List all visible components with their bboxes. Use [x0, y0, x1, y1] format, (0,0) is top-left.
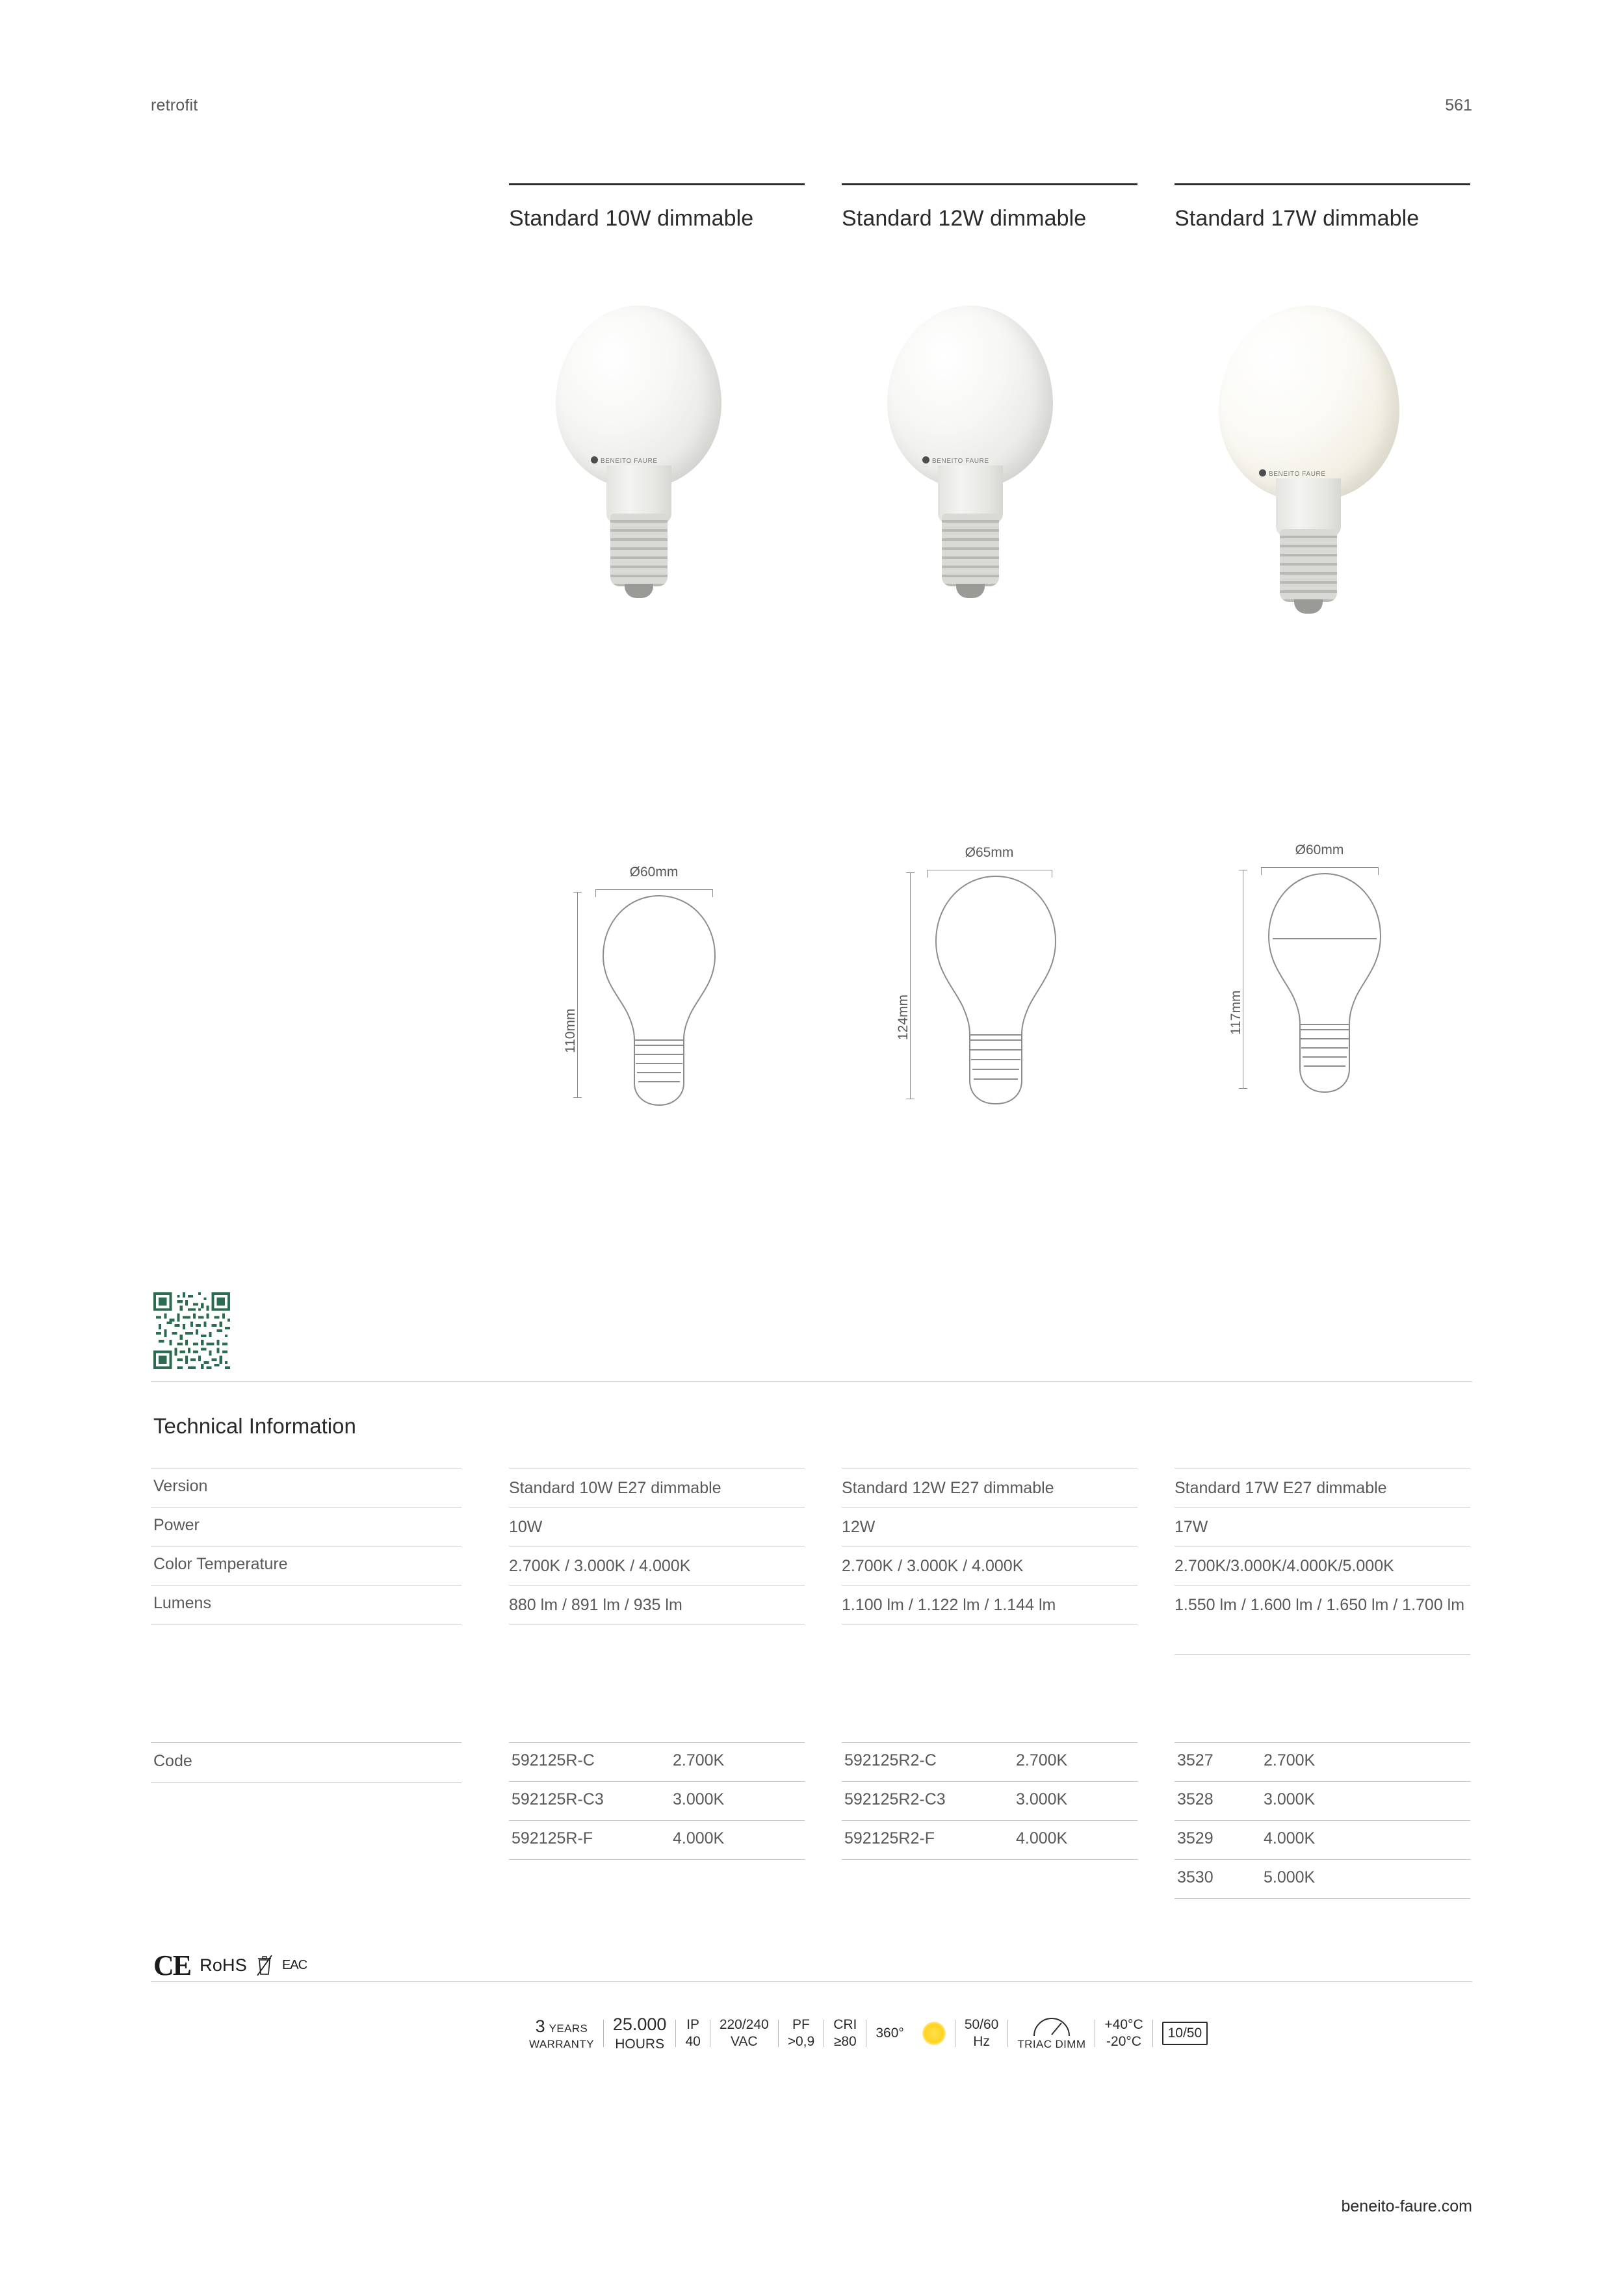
page-section-label: retrofit	[151, 96, 198, 114]
code-value: 592125R-C3	[512, 1790, 604, 1808]
spec-value-power: 17W	[1175, 1518, 1208, 1536]
product-column-1	[509, 183, 805, 231]
code-value: 592125R2-C	[844, 1751, 937, 1769]
product-photo-2	[887, 306, 1063, 644]
spec-value-lumens: 880 lm / 891 lm / 935 lm	[509, 1596, 682, 1614]
column-rule	[1175, 183, 1470, 185]
product-photo-1	[556, 306, 731, 644]
bulb-outline	[601, 893, 718, 1108]
code-rule	[1175, 1859, 1470, 1860]
diameter-line	[595, 889, 712, 890]
spec-value-color-temperature: 2.700K/3.000K/4.000K/5.000K	[1175, 1557, 1394, 1575]
dimension-drawing-2	[896, 845, 1054, 1125]
bulb-e27-base	[610, 514, 668, 586]
product-title: Standard 17W dimmable	[1175, 206, 1420, 231]
ce-mark-icon: CE	[153, 1950, 191, 1981]
qr-code[interactable]	[153, 1292, 230, 1369]
specs-icon-strip	[520, 2014, 1217, 2053]
code-value: 3529	[1177, 1829, 1214, 1847]
code-rule	[1175, 1742, 1470, 1743]
spec-icon-temperature-range	[1095, 2016, 1152, 2051]
spec-icon-light-dot	[913, 2022, 955, 2045]
code-rule	[509, 1820, 805, 1821]
ip-label: IP	[686, 2016, 700, 2032]
code-temp: 2.700K	[1264, 1751, 1316, 1769]
code-value: 3528	[1177, 1790, 1214, 1808]
triac-dimm-label: TRIAC DIMM	[1017, 2038, 1086, 2051]
code-temp: 3.000K	[1264, 1790, 1316, 1808]
brand-dot-icon	[591, 456, 598, 463]
dimension-drawing-1	[563, 865, 715, 1125]
code-temp: 2.700K	[1016, 1751, 1068, 1769]
brand-logo	[922, 456, 989, 465]
code-rule	[509, 1781, 805, 1782]
bulb-e27-base	[942, 514, 999, 586]
warranty-unit: YEARS	[549, 2022, 588, 2035]
packaging-value: 10/50	[1162, 2022, 1208, 2045]
spec-icon-warranty	[520, 2016, 603, 2052]
bulb-image	[556, 306, 731, 644]
column-rule	[509, 183, 805, 185]
code-temp: 4.000K	[1264, 1829, 1316, 1847]
diameter-tick-left	[595, 889, 596, 897]
bulb-e27-base	[1280, 529, 1337, 602]
spec-label-color-temperature: Color Temperature	[153, 1555, 288, 1573]
spec-value-version: Standard 17W E27 dimmable	[1175, 1479, 1387, 1497]
spec-value-version: Standard 12W E27 dimmable	[842, 1479, 1054, 1497]
code-temp: 4.000K	[1016, 1829, 1068, 1847]
code-temp: 5.000K	[1264, 1868, 1316, 1886]
tech-top-rule	[151, 1381, 1472, 1382]
footer-website[interactable]: beneito-faure.com	[1341, 2197, 1472, 2215]
height-tick-bottom	[1239, 1088, 1247, 1089]
column-rule	[842, 183, 1137, 185]
bulb-neck	[1276, 478, 1341, 537]
product-title: Standard 12W dimmable	[842, 206, 1087, 231]
ip-value: 40	[685, 2034, 701, 2049]
bulb-base-tip	[1294, 599, 1323, 614]
warranty-years: 3	[535, 2016, 545, 2036]
spec-icon-triac-dimm	[1008, 2015, 1095, 2051]
product-column-2	[842, 183, 1137, 231]
lifetime-unit: HOURS	[615, 2036, 665, 2052]
dimension-drawing-3	[1228, 842, 1381, 1115]
spec-label-power: Power	[153, 1516, 200, 1534]
diameter-label: Ø60mm	[1295, 842, 1344, 857]
bulb-base-tip	[625, 584, 653, 598]
value-rule	[1175, 1654, 1470, 1655]
cri-value: ≥80	[833, 2034, 857, 2049]
spec-value-power: 12W	[842, 1518, 876, 1536]
spec-label-code: Code	[153, 1752, 192, 1770]
spec-value-color-temperature: 2.700K / 3.000K / 4.000K	[509, 1557, 691, 1575]
bulb-base-tip	[956, 584, 985, 598]
light-output-icon	[922, 2022, 946, 2045]
brand-dot-icon	[922, 456, 929, 463]
code-value: 592125R2-C3	[844, 1790, 946, 1808]
product-title: Standard 10W dimmable	[509, 206, 754, 231]
height-label: 124mm	[896, 994, 911, 1040]
height-tick-top	[573, 892, 582, 893]
brand-dot-icon	[1259, 469, 1266, 476]
eac-mark-icon: EAC	[281, 1958, 307, 1972]
code-rule	[509, 1742, 805, 1743]
code-rule	[509, 1859, 805, 1860]
warranty-sub: WARRANTY	[529, 2038, 594, 2051]
height-tick-top	[906, 872, 915, 873]
code-temp: 3.000K	[1016, 1790, 1068, 1808]
spec-value-lumens: 1.550 lm / 1.600 lm / 1.650 lm / 1.700 lm	[1175, 1596, 1465, 1614]
frequency-unit: Hz	[973, 2034, 990, 2049]
code-temp: 4.000K	[673, 1829, 725, 1847]
diameter-tick-left	[927, 870, 928, 878]
height-line	[910, 872, 911, 1099]
frequency-value: 50/60	[964, 2016, 999, 2032]
dimmer-arc-icon	[1032, 2015, 1072, 2037]
spec-icon-lifetime	[604, 2014, 676, 2053]
code-value: 592125R-F	[512, 1829, 593, 1847]
spec-icon-ip-rating	[676, 2016, 709, 2051]
bulb-image	[1219, 306, 1394, 644]
height-label: 117mm	[1228, 990, 1243, 1035]
page-number: 561	[1445, 96, 1472, 114]
brand-name: BENEITO FAURE	[601, 458, 658, 465]
temp-max: +40°C	[1104, 2016, 1143, 2032]
temp-min: -20°C	[1106, 2034, 1141, 2049]
weee-bin-icon	[256, 1954, 273, 1977]
code-rule	[1175, 1820, 1470, 1821]
spec-value-color-temperature: 2.700K / 3.000K / 4.000K	[842, 1557, 1024, 1575]
spec-icon-frequency	[955, 2016, 1008, 2051]
footer-rule	[151, 1981, 1472, 1982]
code-rule	[842, 1742, 1137, 1743]
diameter-label: Ø65mm	[965, 845, 1014, 860]
pf-value: >0,9	[787, 2034, 815, 2049]
certification-marks	[153, 1949, 307, 1982]
code-value: 3530	[1177, 1868, 1214, 1886]
spec-icon-beam-angle	[866, 2025, 913, 2042]
code-temp: 3.000K	[673, 1790, 725, 1808]
spec-label-lumens: Lumens	[153, 1594, 211, 1612]
spec-value-version: Standard 10W E27 dimmable	[509, 1479, 721, 1497]
code-temp: 2.700K	[673, 1751, 725, 1769]
diameter-label: Ø60mm	[629, 865, 679, 880]
brand-logo	[591, 456, 658, 465]
cri-label: CRI	[833, 2016, 857, 2032]
voltage-unit: VAC	[730, 2034, 758, 2049]
brand-name: BENEITO FAURE	[1269, 471, 1326, 478]
diameter-line	[1261, 867, 1378, 868]
product-photo-3	[1219, 306, 1394, 644]
spec-value-lumens: 1.100 lm / 1.122 lm / 1.144 lm	[842, 1596, 1056, 1614]
bulb-outline	[1266, 871, 1383, 1095]
spec-value-power: 10W	[509, 1518, 543, 1536]
code-rule	[842, 1820, 1137, 1821]
code-label-rule	[151, 1742, 461, 1743]
rohs-label: RoHS	[200, 1955, 247, 1975]
beam-angle-value: 360°	[876, 2025, 904, 2041]
code-rule	[1175, 1781, 1470, 1782]
spec-icon-cri	[824, 2016, 866, 2051]
code-value: 3527	[1177, 1751, 1214, 1769]
code-label-rule	[151, 1782, 461, 1783]
height-line	[577, 892, 578, 1097]
pf-label: PF	[792, 2016, 810, 2032]
code-value: 592125R-C	[512, 1751, 595, 1769]
lifetime-hours: 25.000	[612, 2015, 667, 2034]
voltage-value: 220/240	[719, 2016, 769, 2032]
diameter-tick-left	[1261, 867, 1262, 875]
spec-icon-voltage	[710, 2016, 778, 2051]
height-tick-bottom	[573, 1097, 582, 1098]
product-column-3	[1175, 183, 1470, 231]
code-rule	[842, 1859, 1137, 1860]
spec-icon-packaging	[1153, 2022, 1217, 2045]
bulb-outline	[933, 874, 1058, 1108]
brand-logo	[1259, 469, 1326, 478]
tech-info-title: Technical Information	[153, 1414, 356, 1438]
code-rule	[842, 1781, 1137, 1782]
brand-name: BENEITO FAURE	[932, 458, 989, 465]
height-label: 110mm	[563, 1008, 578, 1053]
code-rule	[1175, 1898, 1470, 1899]
spec-label-version: Version	[153, 1477, 208, 1495]
bulb-image	[887, 306, 1063, 644]
code-value: 592125R2-F	[844, 1829, 935, 1847]
spec-icon-power-factor	[779, 2016, 824, 2051]
